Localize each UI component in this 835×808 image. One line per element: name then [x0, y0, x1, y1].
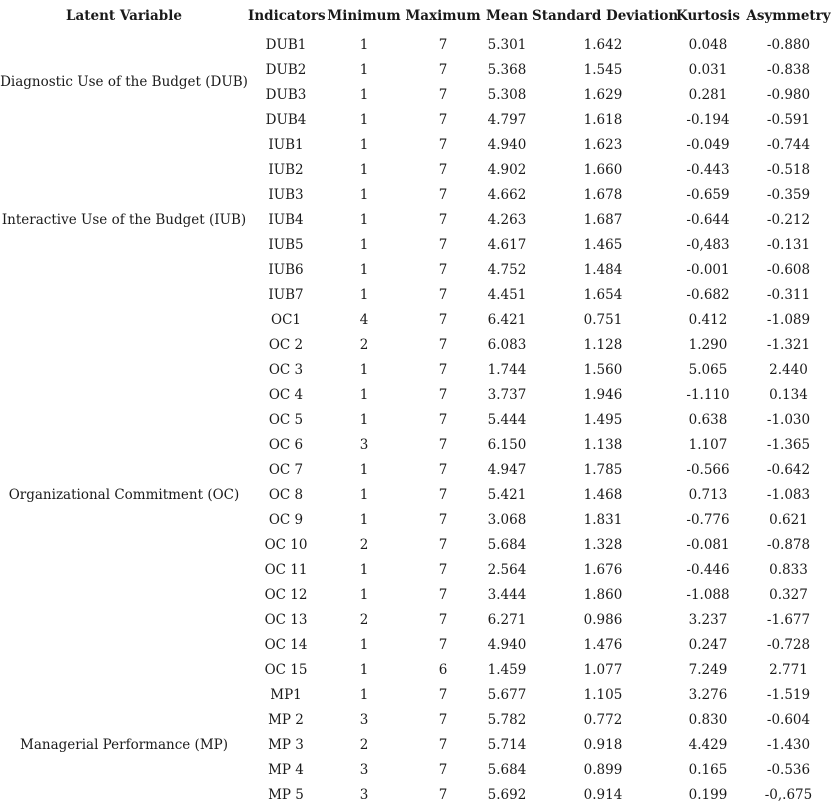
header-row: [0, 0, 835, 32]
maximum-cell: 7: [438, 486, 448, 503]
kurtosis-cell: -0.081: [686, 536, 730, 553]
header-kurtosis: Kurtosis: [676, 8, 740, 24]
indicator-cell: OC 8: [268, 486, 304, 503]
maximum-cell: 7: [438, 411, 448, 428]
header-asymmetry: Asymmetry: [746, 8, 831, 24]
indicator-cell: MP1: [270, 686, 302, 703]
indicator-cell: OC 10: [264, 536, 308, 553]
mean-cell: 2.564: [487, 561, 527, 578]
asymmetry-cell: 2.440: [769, 361, 808, 378]
maximum-cell: 7: [438, 336, 448, 353]
latent-variable-cell: [0, 132, 248, 307]
asymmetry-cell: -0,.675: [764, 786, 813, 803]
std-dev-cell: 1.676: [583, 561, 623, 578]
kurtosis-cell: 0.247: [688, 636, 728, 653]
asymmetry-cell: -0.980: [766, 86, 811, 103]
maximum-cell: 7: [438, 736, 448, 753]
indicator-cell: IUB2: [268, 161, 304, 178]
header-latent-variable: Latent Variable: [66, 8, 182, 24]
mean-cell: 4.451: [487, 286, 527, 303]
asymmetry-cell: -0.728: [766, 636, 811, 653]
minimum-cell: 3: [359, 761, 369, 778]
mean-cell: 5.684: [487, 536, 527, 553]
maximum-cell: 7: [438, 586, 448, 603]
minimum-cell: 3: [359, 786, 369, 803]
minimum-cell: 1: [359, 561, 369, 578]
maximum-cell: 7: [438, 136, 448, 153]
kurtosis-cell: 0.830: [688, 711, 728, 728]
minimum-cell: 1: [359, 636, 369, 653]
kurtosis-cell: -1.088: [686, 586, 730, 603]
mean-cell: 1.459: [487, 661, 527, 678]
indicator-cell: MP 4: [268, 761, 304, 778]
mean-cell: 5.782: [487, 711, 527, 728]
asymmetry-cell: -0.212: [766, 211, 811, 228]
minimum-cell: 1: [359, 61, 369, 78]
table-row: [0, 132, 835, 157]
latent-variable-label: Organizational Commitment (OC): [8, 486, 240, 503]
kurtosis-cell: 4.429: [688, 736, 728, 753]
maximum-cell: 7: [438, 36, 448, 53]
header-minimum: Minimum: [327, 8, 401, 24]
kurtosis-cell: 0.412: [688, 311, 728, 328]
kurtosis-cell: 0.281: [688, 86, 728, 103]
maximum-cell: 7: [438, 536, 448, 553]
mean-cell: 4.662: [487, 186, 527, 203]
mean-cell: 5.308: [487, 86, 527, 103]
indicator-cell: OC 9: [268, 511, 304, 528]
mean-cell: 6.271: [487, 611, 527, 628]
kurtosis-cell: -0.049: [686, 136, 730, 153]
std-dev-cell: 1.328: [583, 536, 623, 553]
kurtosis-cell: 3.237: [688, 611, 728, 628]
latent-variable-label: Managerial Performance (MP): [20, 736, 228, 753]
indicator-cell: DUB2: [265, 61, 307, 78]
std-dev-cell: 1.484: [583, 261, 623, 278]
indicator-cell: DUB4: [265, 111, 307, 128]
std-dev-cell: 1.476: [583, 636, 623, 653]
mean-cell: 4.947: [487, 461, 527, 478]
minimum-cell: 1: [359, 511, 369, 528]
asymmetry-cell: -0.131: [766, 236, 811, 253]
maximum-cell: 7: [438, 86, 448, 103]
std-dev-cell: 1.785: [583, 461, 623, 478]
maximum-cell: 7: [438, 261, 448, 278]
mean-cell: 5.677: [487, 686, 527, 703]
std-dev-cell: 1.642: [583, 36, 623, 53]
kurtosis-cell: -0.682: [686, 286, 730, 303]
latent-variable-label: Interactive Use of the Budget (IUB): [1, 211, 247, 228]
asymmetry-cell: -1.030: [766, 411, 811, 428]
kurtosis-cell: 5.065: [688, 361, 728, 378]
mean-cell: 4.797: [487, 111, 527, 128]
asymmetry-cell: -0.591: [766, 111, 811, 128]
asymmetry-cell: -0.604: [766, 711, 811, 728]
minimum-cell: 1: [359, 136, 369, 153]
asymmetry-cell: -0.311: [766, 286, 811, 303]
maximum-cell: 7: [438, 686, 448, 703]
std-dev-cell: 1.860: [583, 586, 623, 603]
kurtosis-cell: -0.194: [686, 111, 730, 128]
indicator-cell: IUB7: [268, 286, 304, 303]
minimum-cell: 1: [359, 111, 369, 128]
minimum-cell: 1: [359, 236, 369, 253]
std-dev-cell: 1.077: [583, 661, 623, 678]
std-dev-cell: 0.899: [583, 761, 623, 778]
kurtosis-cell: -0.566: [686, 461, 730, 478]
maximum-cell: 7: [438, 436, 448, 453]
kurtosis-cell: 0.165: [688, 761, 728, 778]
mean-cell: 4.752: [487, 261, 527, 278]
maximum-cell: 7: [438, 311, 448, 328]
minimum-cell: 1: [359, 461, 369, 478]
asymmetry-cell: -1.677: [766, 611, 811, 628]
asymmetry-cell: -1.365: [766, 436, 811, 453]
maximum-cell: 7: [438, 711, 448, 728]
minimum-cell: 2: [359, 336, 369, 353]
asymmetry-cell: -0.359: [766, 186, 811, 203]
std-dev-cell: 1.105: [583, 686, 623, 703]
std-dev-cell: 1.946: [583, 386, 623, 403]
asymmetry-cell: -1.430: [766, 736, 811, 753]
mean-cell: 1.744: [487, 361, 527, 378]
std-dev-cell: 1.465: [583, 236, 623, 253]
indicator-cell: OC 4: [268, 386, 304, 403]
asymmetry-cell: -1.519: [766, 686, 811, 703]
maximum-cell: 7: [438, 211, 448, 228]
kurtosis-cell: 7.249: [688, 661, 728, 678]
minimum-cell: 3: [359, 436, 369, 453]
std-dev-cell: 1.468: [583, 486, 623, 503]
mean-cell: 5.301: [487, 36, 527, 53]
table-row: [0, 307, 835, 332]
indicator-cell: IUB1: [268, 136, 304, 153]
mean-cell: 4.617: [487, 236, 527, 253]
minimum-cell: 3: [359, 711, 369, 728]
latent-variable-cell: [0, 32, 248, 132]
kurtosis-cell: -0.443: [686, 161, 730, 178]
asymmetry-cell: -0.536: [766, 761, 811, 778]
indicator-cell: IUB6: [268, 261, 304, 278]
indicator-cell: OC 12: [264, 586, 308, 603]
kurtosis-cell: 0.048: [688, 36, 728, 53]
mean-cell: 6.421: [487, 311, 527, 328]
kurtosis-cell: -0.776: [686, 511, 730, 528]
maximum-cell: 7: [438, 361, 448, 378]
asymmetry-cell: -1.089: [766, 311, 811, 328]
mean-cell: 4.263: [487, 211, 527, 228]
maximum-cell: 7: [438, 286, 448, 303]
maximum-cell: 7: [438, 611, 448, 628]
indicator-cell: IUB3: [268, 186, 304, 203]
maximum-cell: 7: [438, 236, 448, 253]
indicator-cell: OC1: [271, 311, 301, 328]
std-dev-cell: 1.560: [583, 361, 623, 378]
std-dev-cell: 1.623: [583, 136, 623, 153]
kurtosis-cell: 0.199: [688, 786, 728, 803]
maximum-cell: 7: [438, 561, 448, 578]
asymmetry-cell: -0.744: [766, 136, 811, 153]
std-dev-cell: 1.128: [583, 336, 623, 353]
table-body: [0, 32, 835, 807]
maximum-cell: 6: [438, 661, 448, 678]
mean-cell: 3.068: [487, 511, 527, 528]
indicator-cell: IUB4: [268, 211, 304, 228]
asymmetry-cell: 0.327: [769, 586, 808, 603]
std-dev-cell: 0.772: [583, 711, 623, 728]
mean-cell: 5.368: [487, 61, 527, 78]
latent-variable-cell: [0, 307, 248, 682]
asymmetry-cell: -0.878: [766, 536, 811, 553]
std-dev-cell: 1.545: [583, 61, 623, 78]
std-dev-cell: 1.138: [583, 436, 623, 453]
kurtosis-cell: 0.031: [688, 61, 728, 78]
header-maximum: Maximum: [405, 8, 481, 24]
minimum-cell: 1: [359, 661, 369, 678]
minimum-cell: 1: [359, 261, 369, 278]
asymmetry-cell: -0.642: [766, 461, 811, 478]
asymmetry-cell: -0.880: [766, 36, 811, 53]
minimum-cell: 1: [359, 486, 369, 503]
indicator-cell: MP 2: [268, 711, 304, 728]
minimum-cell: 1: [359, 161, 369, 178]
kurtosis-cell: 1.290: [688, 336, 728, 353]
indicator-cell: OC 11: [264, 561, 308, 578]
std-dev-cell: 1.495: [583, 411, 623, 428]
mean-cell: 5.684: [487, 761, 527, 778]
mean-cell: 5.421: [487, 486, 527, 503]
kurtosis-cell: 3.276: [688, 686, 728, 703]
kurtosis-cell: 0.638: [688, 411, 728, 428]
indicator-cell: OC 14: [264, 636, 308, 653]
maximum-cell: 7: [438, 761, 448, 778]
mean-cell: 4.940: [487, 636, 527, 653]
asymmetry-cell: 0.621: [769, 511, 808, 528]
minimum-cell: 1: [359, 211, 369, 228]
header-mean: Mean: [485, 8, 529, 24]
minimum-cell: 1: [359, 586, 369, 603]
minimum-cell: 2: [359, 736, 369, 753]
kurtosis-cell: -0.001: [686, 261, 730, 278]
std-dev-cell: 1.687: [583, 211, 623, 228]
indicator-cell: OC 3: [268, 361, 304, 378]
mean-cell: 3.737: [487, 386, 527, 403]
mean-cell: 5.444: [487, 411, 527, 428]
asymmetry-cell: 2.771: [769, 661, 808, 678]
indicator-cell: OC 5: [268, 411, 304, 428]
std-dev-cell: 0.918: [583, 736, 623, 753]
asymmetry-cell: -0.608: [766, 261, 811, 278]
mean-cell: 5.692: [487, 786, 527, 803]
kurtosis-cell: 0.713: [688, 486, 728, 503]
table-row: [0, 32, 835, 57]
mean-cell: 4.902: [487, 161, 527, 178]
mean-cell: 3.444: [487, 586, 527, 603]
minimum-cell: 1: [359, 36, 369, 53]
mean-cell: 6.083: [487, 336, 527, 353]
mean-cell: 6.150: [487, 436, 527, 453]
indicator-cell: OC 15: [264, 661, 308, 678]
minimum-cell: 2: [359, 536, 369, 553]
minimum-cell: 1: [359, 286, 369, 303]
mean-cell: 5.714: [487, 736, 527, 753]
std-dev-cell: 1.618: [583, 111, 623, 128]
indicator-cell: OC 7: [268, 461, 304, 478]
header-indicators: Indicators: [248, 8, 326, 24]
std-dev-cell: 1.831: [583, 511, 623, 528]
std-dev-cell: 0.986: [583, 611, 623, 628]
indicator-cell: MP 3: [268, 736, 304, 753]
latent-variable-label: Diagnostic Use of the Budget (DUB): [0, 74, 248, 90]
asymmetry-cell: -0.838: [766, 61, 811, 78]
maximum-cell: 7: [438, 461, 448, 478]
minimum-cell: 1: [359, 686, 369, 703]
minimum-cell: 4: [359, 311, 369, 328]
asymmetry-cell: -1.083: [766, 486, 811, 503]
kurtosis-cell: -0.659: [686, 186, 730, 203]
minimum-cell: 2: [359, 611, 369, 628]
kurtosis-cell: -1.110: [686, 386, 730, 403]
latent-variable-cell: [0, 682, 248, 807]
minimum-cell: 1: [359, 186, 369, 203]
maximum-cell: 7: [438, 111, 448, 128]
maximum-cell: 7: [438, 186, 448, 203]
indicator-cell: OC 13: [264, 611, 308, 628]
asymmetry-cell: -0.518: [766, 161, 811, 178]
minimum-cell: 1: [359, 86, 369, 103]
maximum-cell: 7: [438, 636, 448, 653]
maximum-cell: 7: [438, 386, 448, 403]
indicator-cell: OC 6: [268, 436, 304, 453]
mean-cell: 4.940: [487, 136, 527, 153]
std-dev-cell: 1.678: [583, 186, 623, 203]
std-dev-cell: 1.629: [583, 86, 623, 103]
indicator-cell: DUB3: [265, 86, 307, 103]
std-dev-cell: 1.654: [583, 286, 623, 303]
minimum-cell: 1: [359, 386, 369, 403]
indicator-cell: OC 2: [268, 336, 304, 353]
indicator-cell: IUB5: [268, 236, 304, 253]
kurtosis-cell: -0.446: [686, 561, 730, 578]
kurtosis-cell: -0,483: [686, 236, 730, 253]
kurtosis-cell: 1.107: [688, 436, 728, 453]
table-row: [0, 682, 835, 707]
minimum-cell: 1: [359, 361, 369, 378]
maximum-cell: 7: [438, 786, 448, 803]
maximum-cell: 7: [438, 161, 448, 178]
std-dev-cell: 0.914: [583, 786, 623, 803]
minimum-cell: 1: [359, 411, 369, 428]
indicator-cell: DUB1: [265, 36, 307, 53]
asymmetry-cell: 0.833: [769, 561, 808, 578]
asymmetry-cell: 0.134: [769, 386, 808, 403]
std-dev-cell: 0.751: [583, 311, 623, 328]
indicator-cell: MP 5: [268, 786, 304, 803]
kurtosis-cell: -0.644: [686, 211, 730, 228]
header-standard-deviation: Standard Deviation: [532, 8, 679, 24]
maximum-cell: 7: [438, 61, 448, 78]
asymmetry-cell: -1.321: [766, 336, 811, 353]
std-dev-cell: 1.660: [583, 161, 623, 178]
maximum-cell: 7: [438, 511, 448, 528]
